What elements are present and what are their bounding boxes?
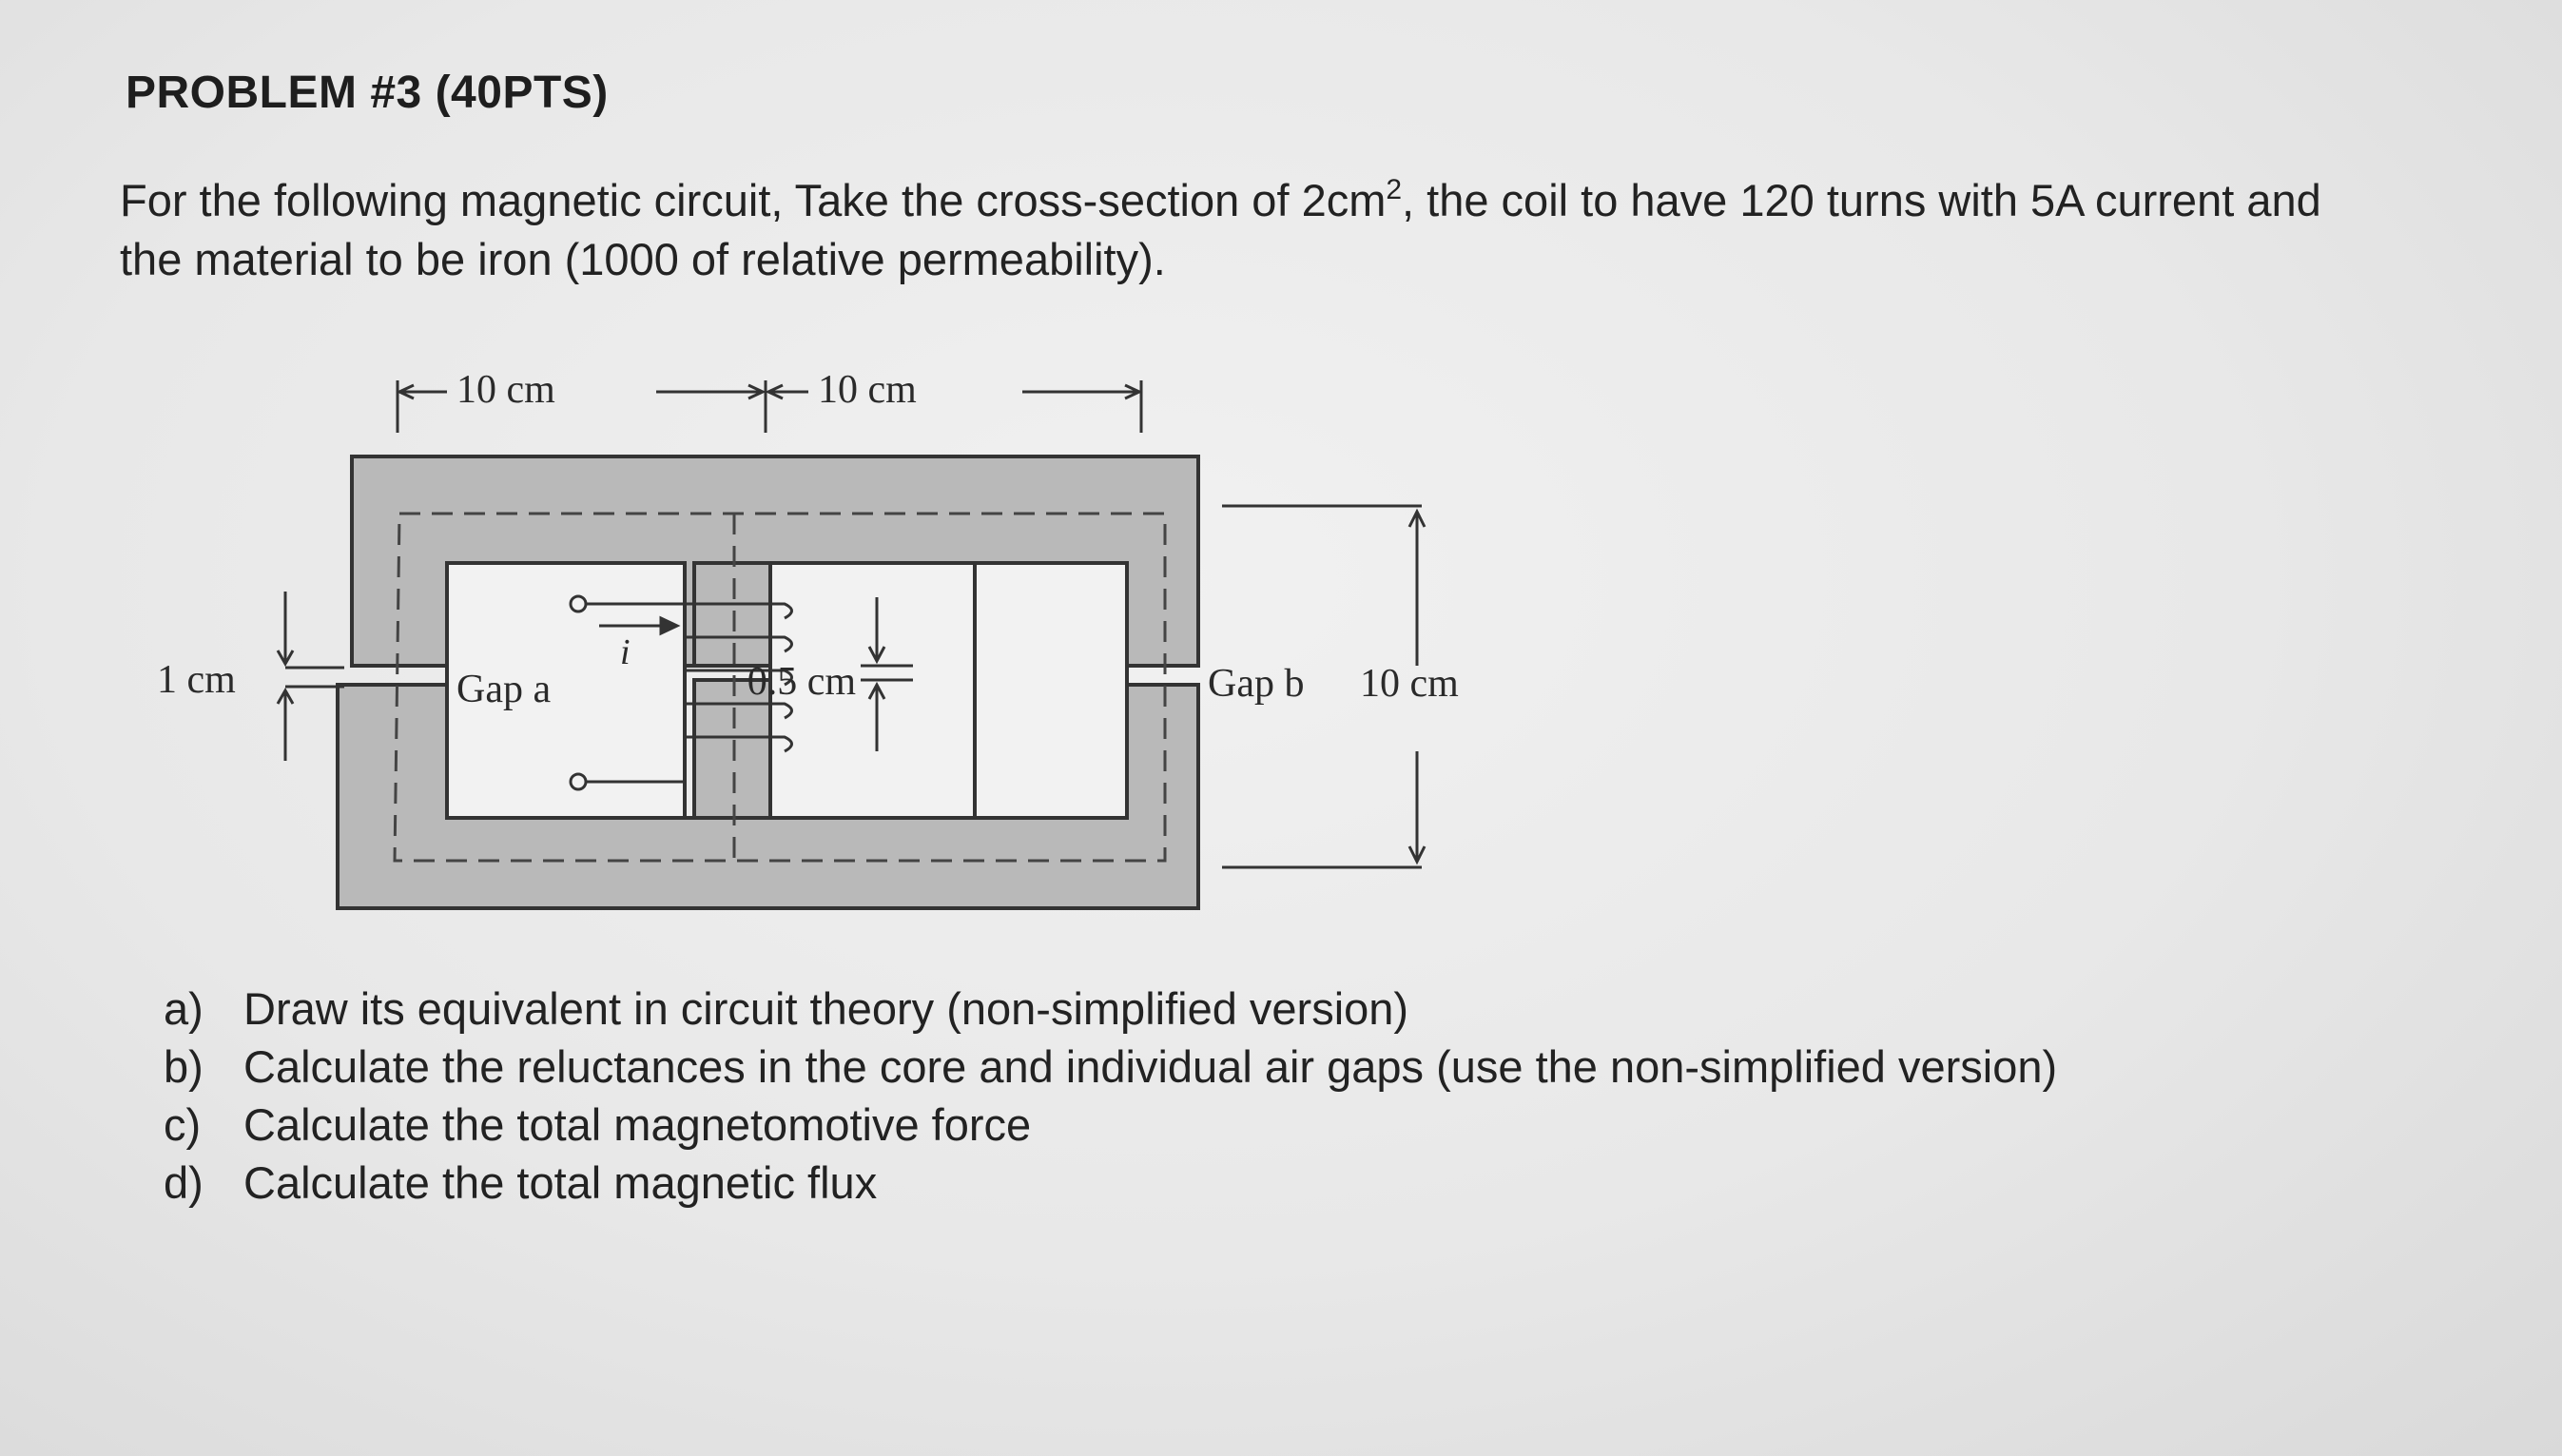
question-letter: d) <box>164 1157 204 1208</box>
problem-title: PROBLEM #3 (40PTS) <box>126 68 609 118</box>
question-text: Draw its equivalent in circuit theory (non-simplified version) <box>243 983 1409 1034</box>
right-window-2 <box>975 563 1127 818</box>
center-leg-upper <box>694 563 770 666</box>
problem-statement <box>120 171 2535 289</box>
question-list <box>164 980 2351 1212</box>
question-b <box>164 1038 2351 1096</box>
question-text: Calculate the reluctances in the core and individual air gaps (use the non-simplified version) <box>243 1041 2058 1092</box>
question-letter: c) <box>164 1099 202 1150</box>
question-text: Calculate the total magnetic flux <box>243 1157 878 1208</box>
label-center-gap: 0.5 cm <box>747 660 856 704</box>
label-top-left-dim: 10 cm <box>456 368 555 412</box>
intro-line-1-post: , the coil to have 120 turns with 5A current and <box>1402 175 2321 225</box>
label-right-height: 10 cm <box>1360 662 1459 706</box>
terminal-top <box>571 596 586 612</box>
question-d <box>164 1154 2351 1212</box>
question-letter: b) <box>164 1041 204 1092</box>
intro-line-1-sup: 2 <box>1386 174 1403 205</box>
question-letter: a) <box>164 983 204 1034</box>
question-text: Calculate the total magnetomotive force <box>243 1099 1032 1150</box>
label-gap-a: Gap a <box>456 668 552 711</box>
magnetic-circuit-figure <box>143 352 1493 942</box>
question-c <box>164 1096 2351 1154</box>
label-left-thickness: 1 cm <box>157 658 236 702</box>
question-a <box>164 980 2351 1038</box>
label-gap-b: Gap b <box>1208 662 1305 706</box>
magnetic-circuit-diagram <box>143 352 1493 942</box>
intro-line-1 <box>120 171 2535 230</box>
intro-line-1-pre: For the following magnetic circuit, Take the cross-section of 2cm <box>120 175 1387 225</box>
left-thickness-dim <box>278 592 344 761</box>
terminal-bottom <box>571 774 586 789</box>
label-current: i <box>620 632 631 672</box>
label-top-right-dim: 10 cm <box>818 368 917 412</box>
intro-line-2: the material to be iron (1000 of relative permeability). <box>120 234 1166 284</box>
